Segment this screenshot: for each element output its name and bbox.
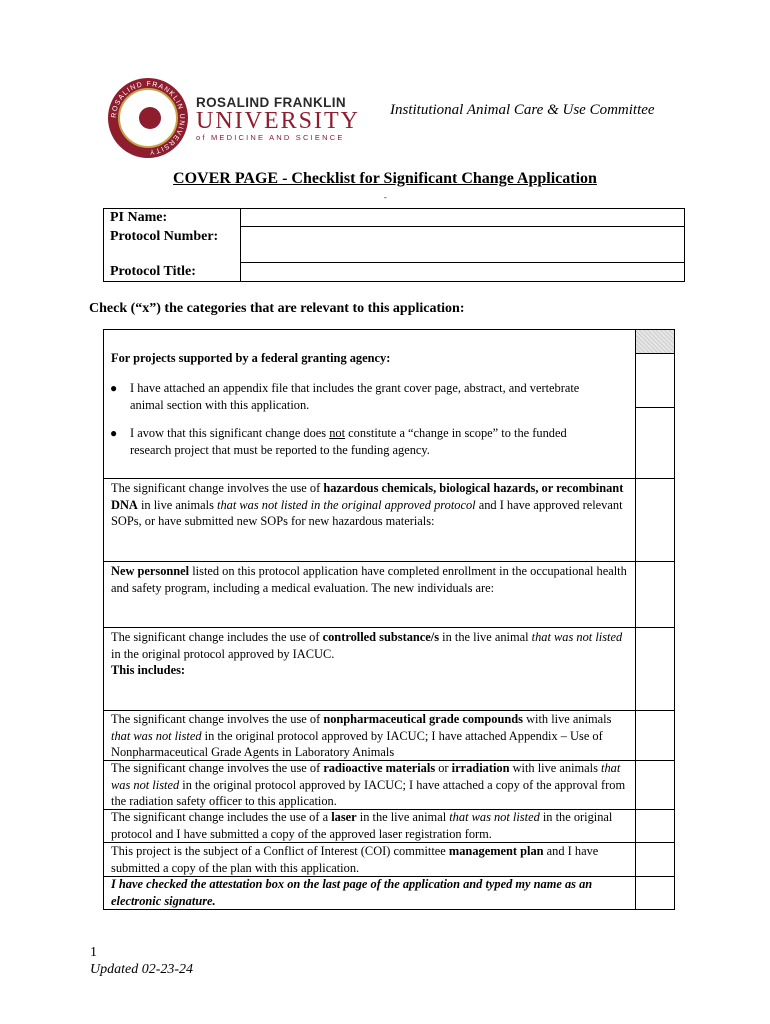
header bbox=[108, 78, 668, 158]
shaded-header-cell bbox=[636, 330, 674, 353]
federal-bullet-1-text: I have attached an appendix file that includes the grant cover page, abstract, and vertebrate animal section with this application. bbox=[130, 381, 580, 412]
checkbox-federal-2[interactable] bbox=[636, 408, 674, 478]
text: with live animals bbox=[509, 761, 602, 775]
text: listed on this protocol application have completed enrollment in the occupational health and safety program, including a medical evaluation. The new individuals are: bbox=[111, 564, 627, 595]
university-name bbox=[196, 96, 360, 144]
text: in the original protocol approved by IACUC; I have attached Appendix – Use of Nonpharmaceutical Grade Agents in Laboratory Animals bbox=[111, 728, 603, 759]
federal-heading: For projects supported by a federal granting agency: bbox=[111, 351, 391, 365]
text: The significant change involves the use of bbox=[111, 712, 324, 726]
checkbox-coi[interactable] bbox=[636, 843, 674, 875]
row-divider bbox=[104, 478, 674, 479]
university-name-line2: UNIVERSITY bbox=[196, 108, 360, 134]
text: in live animals bbox=[137, 497, 218, 512]
checkbox-federal-1[interactable] bbox=[636, 354, 674, 407]
committee-title: Institutional Animal Care & Use Committee bbox=[390, 102, 655, 118]
text: in the live animal bbox=[439, 630, 532, 644]
text-bold: radioactive materials bbox=[323, 761, 436, 775]
text-bold: irradiation bbox=[451, 761, 510, 775]
text: in the original protocol and I have submitted a copy of the approved laser registration form. bbox=[111, 810, 613, 841]
text: and I have submitted a copy of the plan with this application. bbox=[111, 844, 599, 875]
text: in the original protocol approved by IACUC. bbox=[111, 646, 335, 661]
text: The significant change involves the use of bbox=[111, 481, 324, 495]
item-coi bbox=[111, 843, 631, 876]
federal-bullet-2 bbox=[110, 425, 610, 458]
protocol-number-label: Protocol Number: bbox=[110, 229, 219, 244]
federal-bullet-1 bbox=[110, 380, 610, 413]
university-name-line1: ROSALIND FRANKLIN bbox=[196, 95, 347, 110]
text-italic: that was not listed bbox=[531, 630, 623, 644]
info-labels-column bbox=[104, 209, 241, 281]
pi-name-field[interactable] bbox=[241, 209, 684, 227]
bullet-icon: ● bbox=[110, 426, 118, 440]
text-italic: that was not listed bbox=[111, 728, 202, 743]
text-italic: that was not listed bbox=[449, 810, 540, 824]
protocol-title-label: Protocol Title: bbox=[110, 264, 196, 279]
text: and I have approved relevant SOPs, or have submitted new SOPs for new hazardous materials: bbox=[111, 497, 623, 528]
row-divider bbox=[104, 561, 674, 562]
text: in the live animal bbox=[356, 810, 450, 824]
text: The significant change involves the use of bbox=[111, 761, 324, 775]
text-bold: This includes: bbox=[111, 663, 186, 677]
item-controlled-substances bbox=[111, 629, 631, 679]
bullet-icon: ● bbox=[110, 381, 118, 395]
svg-text:ROSALIND FRANKLIN UNIVERSITY bbox=[111, 81, 185, 155]
text-bold: nonpharmaceutical grade compounds bbox=[323, 712, 523, 726]
item-personnel bbox=[111, 563, 631, 596]
text: The significant change includes the use of bbox=[111, 630, 323, 644]
checkbox-radioactive[interactable] bbox=[636, 761, 674, 809]
page-number: 1 bbox=[90, 945, 97, 960]
checkbox-attestation[interactable] bbox=[636, 877, 674, 909]
text-bold: controlled substance/s bbox=[322, 630, 440, 644]
text: in the original protocol approved by IACUC; I have attached a copy of the approval from the radiation safety officer to this application. bbox=[111, 777, 626, 808]
text-bold: New personnel bbox=[111, 564, 190, 578]
text: This project is the subject of a Conflict of Interest (COI) committee bbox=[111, 844, 449, 858]
protocol-info-table bbox=[103, 208, 685, 282]
checkbox-laser[interactable] bbox=[636, 810, 674, 841]
title-mark: - bbox=[384, 193, 387, 202]
federal-bullet-2-text-b: constitute a “change in scope” to the funded research project that must be reported to the funding agency. bbox=[130, 426, 567, 457]
federal-bullet-2-text-a: I avow that this significant change does bbox=[130, 426, 330, 440]
university-seal-logo bbox=[108, 78, 188, 158]
text-bold: management plan bbox=[448, 844, 544, 858]
protocol-number-field[interactable] bbox=[241, 227, 684, 263]
checkbox-controlled-substances[interactable] bbox=[636, 628, 674, 710]
text-italic: that was not listed in the original approved protocol bbox=[217, 497, 476, 512]
pi-name-label: PI Name: bbox=[110, 210, 168, 225]
text: The significant change includes the use of a bbox=[111, 810, 332, 824]
seal-text: ROSALIND FRANKLIN UNIVERSITY bbox=[110, 80, 186, 156]
text-italic: that was not listed bbox=[111, 761, 621, 792]
text-bold: hazardous chemicals, biological hazards, or recombinant DNA bbox=[111, 481, 624, 512]
updated-date: Updated 02-23-24 bbox=[90, 962, 194, 977]
item-radioactive bbox=[111, 760, 631, 810]
text: or bbox=[435, 761, 452, 775]
page-title: COVER PAGE - Checklist for Significant Change Application bbox=[173, 170, 597, 187]
item-hazardous bbox=[111, 480, 631, 530]
item-nonpharmaceutical bbox=[111, 711, 631, 761]
check-instructions: Check (“x”) the categories that are relevant to this application: bbox=[89, 301, 465, 316]
row-divider bbox=[104, 627, 674, 628]
text-bold: laser bbox=[331, 810, 357, 824]
protocol-title-field[interactable] bbox=[241, 263, 684, 281]
federal-bullet-2-not: not bbox=[329, 426, 346, 440]
checkbox-personnel[interactable] bbox=[636, 562, 674, 627]
text: with live animals bbox=[522, 712, 612, 726]
checklist-table bbox=[103, 329, 675, 910]
university-name-line3: of MEDICINE AND SCIENCE bbox=[196, 133, 345, 142]
item-laser bbox=[111, 809, 631, 842]
item-attestation: I have checked the attestation box on the last page of the application and typed my name as an electronic signature. bbox=[111, 877, 593, 908]
checkbox-nonpharmaceutical[interactable] bbox=[636, 711, 674, 759]
seal-ring-text-icon bbox=[108, 78, 188, 158]
checkbox-hazardous[interactable] bbox=[636, 479, 674, 561]
